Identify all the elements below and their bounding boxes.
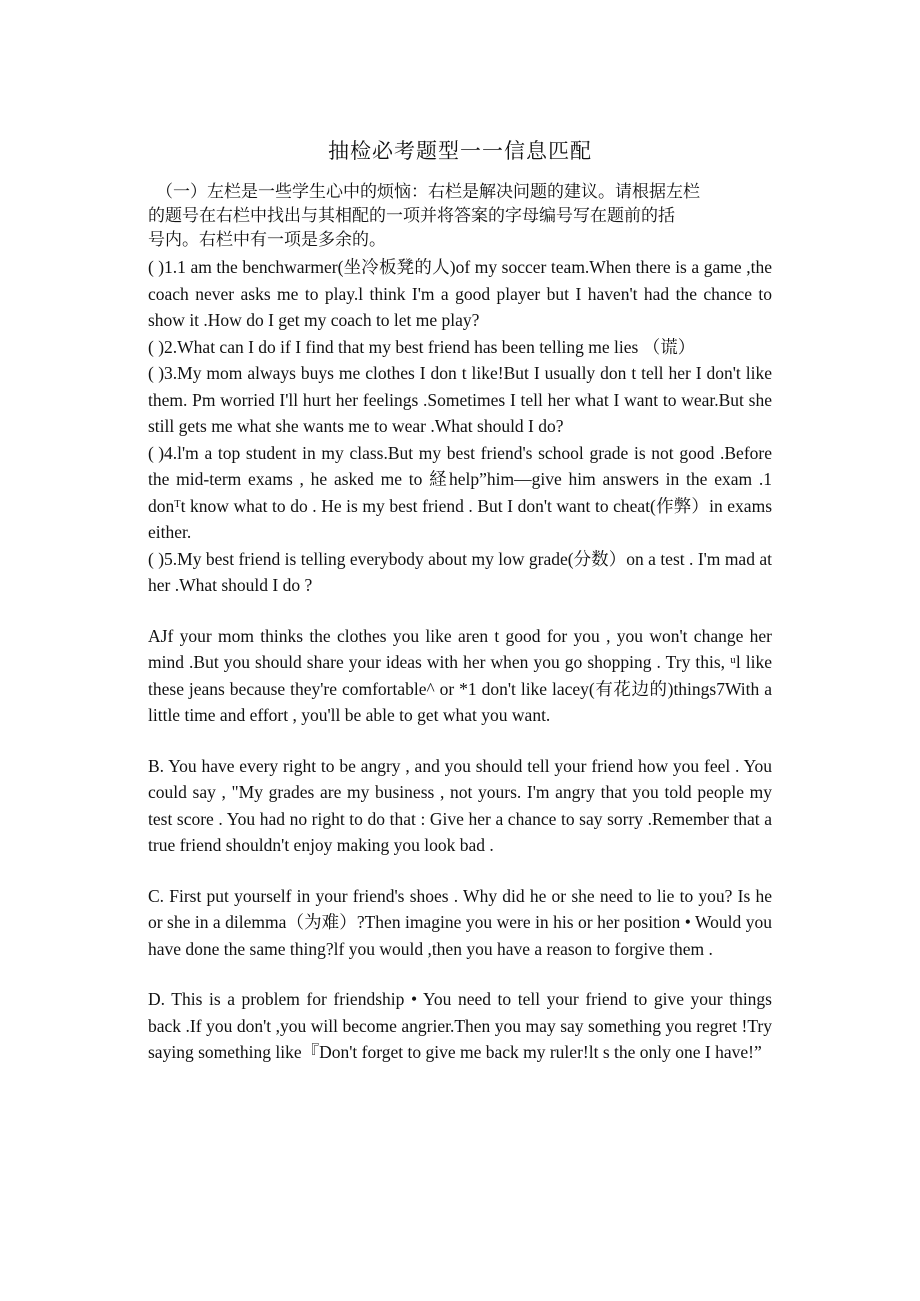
- answer-blank-3: ( ): [148, 363, 165, 383]
- answer-blank-4: ( ): [148, 442, 165, 463]
- document-page: [148, 134, 772, 1090]
- answer-blank-5: ( ): [148, 548, 165, 569]
- option-a: AJf your mom thinks the clothes you like aren t good for you , you won't change her mind .But you should share your ideas with her when you go shopping . Try this, ᵘl like these jeans because they're comfortable^ or *1 don't like lacey(有花边的)things7With a little time and effort , you'll be able to get what you want.: [148, 625, 772, 725]
- question-text-4: 4.l'm a top student in my class.But my best friend's school grade is not good .Before the mid-term exams , he asked me to 経help”him—give him answers in the exam .1 donᵀt know what to do . He is my best friend . But I don't want to cheat(作弊）in exams either.: [148, 442, 772, 542]
- instructions-line-2: 的题号在右栏中找出与其相配的一项并将答案的字母编号写在题前的括: [148, 206, 675, 225]
- option-list: [148, 623, 772, 1066]
- option-b: B. You have every right to be angry , and you should tell your friend how you feel . You could say , "My grades are my business , not yours. I'm angry that you told people my test score . You had no right to do that : Give her a chance to say sorry .Remember that a true friend shouldn't enjoy making you look bad .: [148, 755, 772, 855]
- option-c: C. First put yourself in your friend's shoes . Why did he or she need to lie to you? Is he or she in a dilemma（为难）?Then imagine you were in his or her position • Would you have done the same thing?lf you would ,then you have a reason to forgive them .: [148, 885, 772, 959]
- question-2: [148, 334, 772, 361]
- question-text-3: 3.My mom always buys me clothes I don t like!But I usually don t tell her I don't like them. Pm worried I'll hurt her feelings .Sometimes I tell her what I want to wear.But she still gets me what she wants me to wear .What should I do?: [148, 363, 772, 436]
- question-4: [148, 440, 772, 546]
- instructions-line-1: （一）左栏是一些学生心中的烦恼：右栏是解决问题的建议。请根据左栏: [156, 182, 700, 201]
- option-d: D. This is a problem for friendship • You need to tell your friend to give your things back .If you don't ,you will become angrier.Then you may say something you regret !Try saying something like『Don't forget to give me back my ruler!lt s the only one I have!”: [148, 989, 772, 1062]
- instructions: [148, 180, 772, 252]
- answer-blank-2: ( ): [148, 336, 165, 357]
- question-1: [148, 254, 772, 334]
- question-3: [148, 360, 772, 440]
- question-text-2: 2.What can I do if I find that my best friend has been telling me lies （谎）: [164, 336, 696, 357]
- instructions-line-3: 号内。右栏中有一项是多余的。: [148, 230, 386, 249]
- document-title: 抽检必考题型一一信息匹配: [328, 139, 592, 163]
- question-text-1: 1.1 am the benchwarmer(坐冷板凳的人)of my soccer team.When there is a game ,the coach never asks me to play.l think I'm a good player but I haven't had the chance to show it .How do I get my coach to let me play?: [148, 257, 772, 330]
- question-list: [148, 254, 772, 599]
- question-text-5: 5.My best friend is telling everybody about my low grade(分数）on a test . I'm mad at her .What should I do ?: [148, 548, 772, 595]
- question-5: [148, 546, 772, 599]
- answer-blank-1: ( ): [148, 257, 165, 277]
